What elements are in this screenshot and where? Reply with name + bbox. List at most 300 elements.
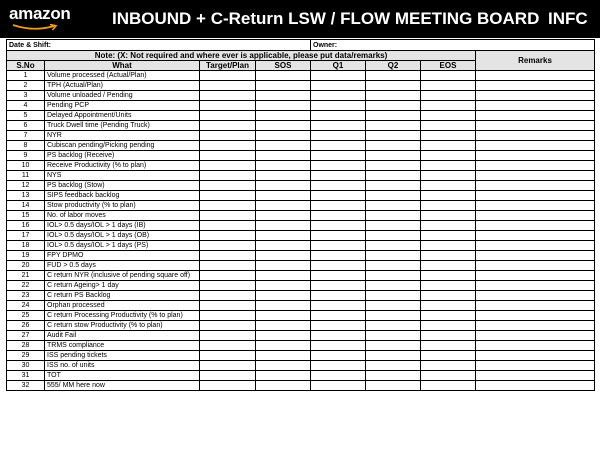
eos-cell[interactable]	[421, 271, 476, 281]
row-metric: Orphan processed	[45, 301, 200, 311]
sos-cell[interactable]	[256, 241, 311, 251]
sos-cell[interactable]	[256, 291, 311, 301]
row-metric: Volume unloaded / Pending	[45, 91, 200, 101]
remarks-cell[interactable]	[476, 191, 595, 201]
q2-cell[interactable]	[366, 141, 421, 151]
table-row	[7, 91, 595, 101]
sos-cell[interactable]	[256, 231, 311, 241]
eos-cell[interactable]	[421, 131, 476, 141]
q1-cell[interactable]	[311, 121, 366, 131]
target-cell[interactable]	[200, 291, 256, 301]
eos-cell[interactable]	[421, 171, 476, 181]
remarks-cell[interactable]	[476, 241, 595, 251]
note-text: Note: (X: Not required and where ever is applicable, please put data/remarks)	[7, 51, 476, 61]
row-number: 17	[7, 231, 45, 241]
row-metric: PS backlog (Receive)	[45, 151, 200, 161]
table-row	[7, 71, 595, 81]
q2-cell[interactable]	[366, 101, 421, 111]
row-metric: SIPS feedback backlog	[45, 191, 200, 201]
q2-cell[interactable]	[366, 371, 421, 381]
sos-cell[interactable]	[256, 201, 311, 211]
row-number: 8	[7, 141, 45, 151]
eos-cell[interactable]	[421, 71, 476, 81]
q1-cell[interactable]	[311, 161, 366, 171]
table-row	[7, 221, 595, 231]
eos-cell[interactable]	[421, 251, 476, 261]
row-number: 24	[7, 301, 45, 311]
row-number: 7	[7, 131, 45, 141]
eos-cell[interactable]	[421, 361, 476, 371]
eos-cell[interactable]	[421, 311, 476, 321]
target-cell[interactable]	[200, 311, 256, 321]
q1-cell[interactable]	[311, 151, 366, 161]
remarks-cell[interactable]	[476, 91, 595, 101]
q1-cell[interactable]	[311, 201, 366, 211]
remarks-cell[interactable]	[476, 351, 595, 361]
target-cell[interactable]	[200, 141, 256, 151]
q2-cell[interactable]	[366, 171, 421, 181]
remarks-cell[interactable]	[476, 181, 595, 191]
row-number: 1	[7, 71, 45, 81]
sos-cell[interactable]	[256, 371, 311, 381]
table-row	[7, 281, 595, 291]
remarks-cell[interactable]	[476, 371, 595, 381]
row-number: 4	[7, 101, 45, 111]
row-metric: Receive Productivity (% to plan)	[45, 161, 200, 171]
row-metric: TRMS compliance	[45, 341, 200, 351]
table-row	[7, 341, 595, 351]
eos-cell[interactable]	[421, 331, 476, 341]
amazon-smile-icon	[12, 24, 60, 31]
info-row	[7, 40, 595, 51]
sos-cell[interactable]	[256, 161, 311, 171]
target-cell[interactable]	[200, 251, 256, 261]
table-row	[7, 141, 595, 151]
row-number: 31	[7, 371, 45, 381]
eos-cell[interactable]	[421, 341, 476, 351]
row-number: 3	[7, 91, 45, 101]
q1-cell[interactable]	[311, 251, 366, 261]
q2-cell[interactable]	[366, 71, 421, 81]
eos-cell[interactable]	[421, 101, 476, 111]
q1-cell[interactable]	[311, 91, 366, 101]
remarks-cell[interactable]	[476, 311, 595, 321]
row-number: 9	[7, 151, 45, 161]
row-number: 2	[7, 81, 45, 91]
row-number: 18	[7, 241, 45, 251]
sos-cell[interactable]	[256, 121, 311, 131]
remarks-cell[interactable]	[476, 271, 595, 281]
table-row	[7, 121, 595, 131]
meeting-table	[6, 39, 595, 391]
q2-cell[interactable]	[366, 211, 421, 221]
eos-cell[interactable]	[421, 291, 476, 301]
q2-cell[interactable]	[366, 381, 421, 391]
board-title: INBOUND + C-Return LSW / FLOW MEETING BOARD	[112, 9, 540, 28]
target-cell[interactable]	[200, 111, 256, 121]
q1-cell[interactable]	[311, 371, 366, 381]
remarks-cell[interactable]	[476, 81, 595, 91]
row-metric: NYR	[45, 131, 200, 141]
remarks-cell[interactable]	[476, 141, 595, 151]
eos-cell[interactable]	[421, 151, 476, 161]
target-header: Target/Plan	[200, 61, 256, 71]
eos-cell[interactable]	[421, 381, 476, 391]
target-cell[interactable]	[200, 211, 256, 221]
target-cell[interactable]	[200, 221, 256, 231]
eos-cell[interactable]	[421, 201, 476, 211]
q2-cell[interactable]	[366, 111, 421, 121]
q2-cell[interactable]	[366, 301, 421, 311]
q2-cell[interactable]	[366, 221, 421, 231]
remarks-cell[interactable]	[476, 301, 595, 311]
sos-cell[interactable]	[256, 251, 311, 261]
what-header: What	[45, 61, 200, 71]
table-row	[7, 251, 595, 261]
table-row	[7, 261, 595, 271]
sos-cell[interactable]	[256, 381, 311, 391]
sos-cell[interactable]	[256, 301, 311, 311]
q2-cell[interactable]	[366, 321, 421, 331]
q1-cell[interactable]	[311, 111, 366, 121]
q2-cell[interactable]	[366, 121, 421, 131]
target-cell[interactable]	[200, 301, 256, 311]
row-metric: ISS no. of units	[45, 361, 200, 371]
table-row	[7, 301, 595, 311]
eos-header: EOS	[421, 61, 476, 71]
row-metric: Truck Dwell time (Pending Truck)	[45, 121, 200, 131]
sos-cell[interactable]	[256, 91, 311, 101]
q1-cell[interactable]	[311, 71, 366, 81]
table-row	[7, 81, 595, 91]
q1-cell[interactable]	[311, 81, 366, 91]
row-metric: IOL> 0.5 days/IOL > 1 days (PS)	[45, 241, 200, 251]
row-number: 20	[7, 261, 45, 271]
remarks-cell[interactable]	[476, 381, 595, 391]
table-row	[7, 371, 595, 381]
q1-cell[interactable]	[311, 341, 366, 351]
q1-cell[interactable]	[311, 141, 366, 151]
sos-cell[interactable]	[256, 101, 311, 111]
q2-cell[interactable]	[366, 291, 421, 301]
q1-cell[interactable]	[311, 181, 366, 191]
row-number: 5	[7, 111, 45, 121]
q1-cell[interactable]	[311, 351, 366, 361]
row-metric: ISS pending tickets	[45, 351, 200, 361]
row-number: 29	[7, 351, 45, 361]
sos-cell[interactable]	[256, 131, 311, 141]
target-cell[interactable]	[200, 91, 256, 101]
q2-cell[interactable]	[366, 311, 421, 321]
table-row	[7, 211, 595, 221]
remarks-cell[interactable]	[476, 131, 595, 141]
remarks-cell[interactable]	[476, 281, 595, 291]
remarks-cell[interactable]	[476, 111, 595, 121]
q1-cell[interactable]	[311, 281, 366, 291]
q2-cell[interactable]	[366, 201, 421, 211]
row-metric: NYS	[45, 171, 200, 181]
target-cell[interactable]	[200, 81, 256, 91]
q1-cell[interactable]	[311, 171, 366, 181]
row-metric: FUD > 0.5 days	[45, 261, 200, 271]
target-cell[interactable]	[200, 341, 256, 351]
row-metric: Cubiscan pending/Picking pending	[45, 141, 200, 151]
sos-cell[interactable]	[256, 321, 311, 331]
target-cell[interactable]	[200, 121, 256, 131]
remarks-cell[interactable]	[476, 291, 595, 301]
q1-header: Q1	[311, 61, 366, 71]
q1-cell[interactable]	[311, 131, 366, 141]
sos-cell[interactable]	[256, 211, 311, 221]
row-metric: 555/ MM here now	[45, 381, 200, 391]
table-row	[7, 311, 595, 321]
target-cell[interactable]	[200, 271, 256, 281]
eos-cell[interactable]	[421, 351, 476, 361]
q2-cell[interactable]	[366, 341, 421, 351]
row-metric: Stow productivity (% to plan)	[45, 201, 200, 211]
table-row	[7, 101, 595, 111]
target-cell[interactable]	[200, 201, 256, 211]
eos-cell[interactable]	[421, 141, 476, 151]
sos-cell[interactable]	[256, 281, 311, 291]
q2-cell[interactable]	[366, 81, 421, 91]
row-metric: C return PS Backlog	[45, 291, 200, 301]
eos-cell[interactable]	[421, 321, 476, 331]
eos-cell[interactable]	[421, 191, 476, 201]
date-shift-field[interactable]: Date & Shift:	[7, 40, 311, 51]
q1-cell[interactable]	[311, 211, 366, 221]
remarks-cell[interactable]	[476, 71, 595, 81]
remarks-cell[interactable]	[476, 341, 595, 351]
row-metric: C return Ageing> 1 day	[45, 281, 200, 291]
target-cell[interactable]	[200, 261, 256, 271]
sos-cell[interactable]	[256, 331, 311, 341]
eos-cell[interactable]	[421, 161, 476, 171]
q1-cell[interactable]	[311, 231, 366, 241]
row-metric: TPH (Actual/Plan)	[45, 81, 200, 91]
table-row	[7, 191, 595, 201]
note-row	[7, 51, 595, 61]
sos-cell[interactable]	[256, 271, 311, 281]
q2-cell[interactable]	[366, 251, 421, 261]
target-cell[interactable]	[200, 361, 256, 371]
q1-cell[interactable]	[311, 191, 366, 201]
target-cell[interactable]	[200, 351, 256, 361]
remarks-cell[interactable]	[476, 331, 595, 341]
sos-cell[interactable]	[256, 171, 311, 181]
row-metric: Volume processed (Actual/Plan)	[45, 71, 200, 81]
row-number: 28	[7, 341, 45, 351]
target-cell[interactable]	[200, 131, 256, 141]
row-number: 25	[7, 311, 45, 321]
eos-cell[interactable]	[421, 371, 476, 381]
eos-cell[interactable]	[421, 241, 476, 251]
q1-cell[interactable]	[311, 271, 366, 281]
q1-cell[interactable]	[311, 261, 366, 271]
eos-cell[interactable]	[421, 81, 476, 91]
row-number: 32	[7, 381, 45, 391]
q2-cell[interactable]	[366, 231, 421, 241]
table-row	[7, 171, 595, 181]
eos-cell[interactable]	[421, 231, 476, 241]
q1-cell[interactable]	[311, 301, 366, 311]
row-number: 15	[7, 211, 45, 221]
row-metric: Pending PCP	[45, 101, 200, 111]
q2-header: Q2	[366, 61, 421, 71]
remarks-cell[interactable]	[476, 121, 595, 131]
target-cell[interactable]	[200, 101, 256, 111]
sos-cell[interactable]	[256, 151, 311, 161]
remarks-cell[interactable]	[476, 101, 595, 111]
sos-cell[interactable]	[256, 181, 311, 191]
table-row	[7, 161, 595, 171]
table-row	[7, 381, 595, 391]
target-cell[interactable]	[200, 71, 256, 81]
sos-cell[interactable]	[256, 111, 311, 121]
target-cell[interactable]	[200, 381, 256, 391]
remarks-cell[interactable]	[476, 201, 595, 211]
table-row	[7, 271, 595, 281]
q2-cell[interactable]	[366, 161, 421, 171]
remarks-cell[interactable]	[476, 221, 595, 231]
table-row	[7, 331, 595, 341]
target-cell[interactable]	[200, 181, 256, 191]
target-cell[interactable]	[200, 171, 256, 181]
eos-cell[interactable]	[421, 261, 476, 271]
q2-cell[interactable]	[366, 131, 421, 141]
target-cell[interactable]	[200, 231, 256, 241]
sos-cell[interactable]	[256, 351, 311, 361]
target-cell[interactable]	[200, 161, 256, 171]
eos-cell[interactable]	[421, 281, 476, 291]
q2-cell[interactable]	[366, 361, 421, 371]
q1-cell[interactable]	[311, 361, 366, 371]
eos-cell[interactable]	[421, 181, 476, 191]
eos-cell[interactable]	[421, 111, 476, 121]
row-number: 22	[7, 281, 45, 291]
row-metric: PS backlog (Stow)	[45, 181, 200, 191]
table-row	[7, 131, 595, 141]
row-metric: Audit Fail	[45, 331, 200, 341]
q1-cell[interactable]	[311, 311, 366, 321]
remarks-cell[interactable]	[476, 321, 595, 331]
q2-cell[interactable]	[366, 181, 421, 191]
row-metric: TOT	[45, 371, 200, 381]
remarks-cell[interactable]	[476, 361, 595, 371]
q1-cell[interactable]	[311, 241, 366, 251]
table-row	[7, 111, 595, 121]
q2-cell[interactable]	[366, 91, 421, 101]
header-bar	[0, 0, 600, 38]
row-number: 11	[7, 171, 45, 181]
sos-header: SOS	[256, 61, 311, 71]
eos-cell[interactable]	[421, 91, 476, 101]
row-number: 21	[7, 271, 45, 281]
site-code: INFC	[548, 9, 588, 28]
row-metric: C return NYR (inclusive of pending square off)	[45, 271, 200, 281]
remarks-cell[interactable]	[476, 251, 595, 261]
table-row	[7, 351, 595, 361]
remarks-cell[interactable]	[476, 161, 595, 171]
sos-cell[interactable]	[256, 141, 311, 151]
eos-cell[interactable]	[421, 301, 476, 311]
row-metric: Delayed Appointment/Units	[45, 111, 200, 121]
row-number: 12	[7, 181, 45, 191]
q2-cell[interactable]	[366, 271, 421, 281]
remarks-cell[interactable]	[476, 211, 595, 221]
sno-header: S.No	[7, 61, 45, 71]
q1-cell[interactable]	[311, 221, 366, 231]
q2-cell[interactable]	[366, 261, 421, 271]
q1-cell[interactable]	[311, 381, 366, 391]
table-row	[7, 181, 595, 191]
q2-cell[interactable]	[366, 281, 421, 291]
q2-cell[interactable]	[366, 351, 421, 361]
q1-cell[interactable]	[311, 291, 366, 301]
table-row	[7, 321, 595, 331]
remarks-cell[interactable]	[476, 261, 595, 271]
remarks-cell[interactable]	[476, 171, 595, 181]
q2-cell[interactable]	[366, 151, 421, 161]
table-row	[7, 291, 595, 301]
target-cell[interactable]	[200, 191, 256, 201]
row-number: 13	[7, 191, 45, 201]
q2-cell[interactable]	[366, 331, 421, 341]
sos-cell[interactable]	[256, 81, 311, 91]
row-number: 10	[7, 161, 45, 171]
sos-cell[interactable]	[256, 191, 311, 201]
sos-cell[interactable]	[256, 311, 311, 321]
sos-cell[interactable]	[256, 221, 311, 231]
sos-cell[interactable]	[256, 341, 311, 351]
target-cell[interactable]	[200, 371, 256, 381]
q1-cell[interactable]	[311, 331, 366, 341]
remarks-cell[interactable]	[476, 231, 595, 241]
sos-cell[interactable]	[256, 361, 311, 371]
q1-cell[interactable]	[311, 321, 366, 331]
q1-cell[interactable]	[311, 101, 366, 111]
eos-cell[interactable]	[421, 121, 476, 131]
eos-cell[interactable]	[421, 221, 476, 231]
row-metric: C return Processing Productivity (% to plan)	[45, 311, 200, 321]
row-metric: No. of labor moves	[45, 211, 200, 221]
target-cell[interactable]	[200, 241, 256, 251]
table-row	[7, 231, 595, 241]
q2-cell[interactable]	[366, 241, 421, 251]
target-cell[interactable]	[200, 281, 256, 291]
row-number: 26	[7, 321, 45, 331]
owner-field[interactable]: Owner:	[311, 40, 595, 51]
target-cell[interactable]	[200, 331, 256, 341]
target-cell[interactable]	[200, 151, 256, 161]
table-row	[7, 241, 595, 251]
row-number: 14	[7, 201, 45, 211]
remarks-cell[interactable]	[476, 151, 595, 161]
table-row	[7, 151, 595, 161]
row-number: 19	[7, 251, 45, 261]
sos-cell[interactable]	[256, 261, 311, 271]
row-number: 16	[7, 221, 45, 231]
target-cell[interactable]	[200, 321, 256, 331]
row-metric: C return stow Productivity (% to plan)	[45, 321, 200, 331]
sos-cell[interactable]	[256, 71, 311, 81]
q2-cell[interactable]	[366, 191, 421, 201]
eos-cell[interactable]	[421, 211, 476, 221]
remarks-header: Remarks	[476, 51, 595, 71]
table-row	[7, 201, 595, 211]
row-number: 23	[7, 291, 45, 301]
row-metric: FPY DPMO	[45, 251, 200, 261]
